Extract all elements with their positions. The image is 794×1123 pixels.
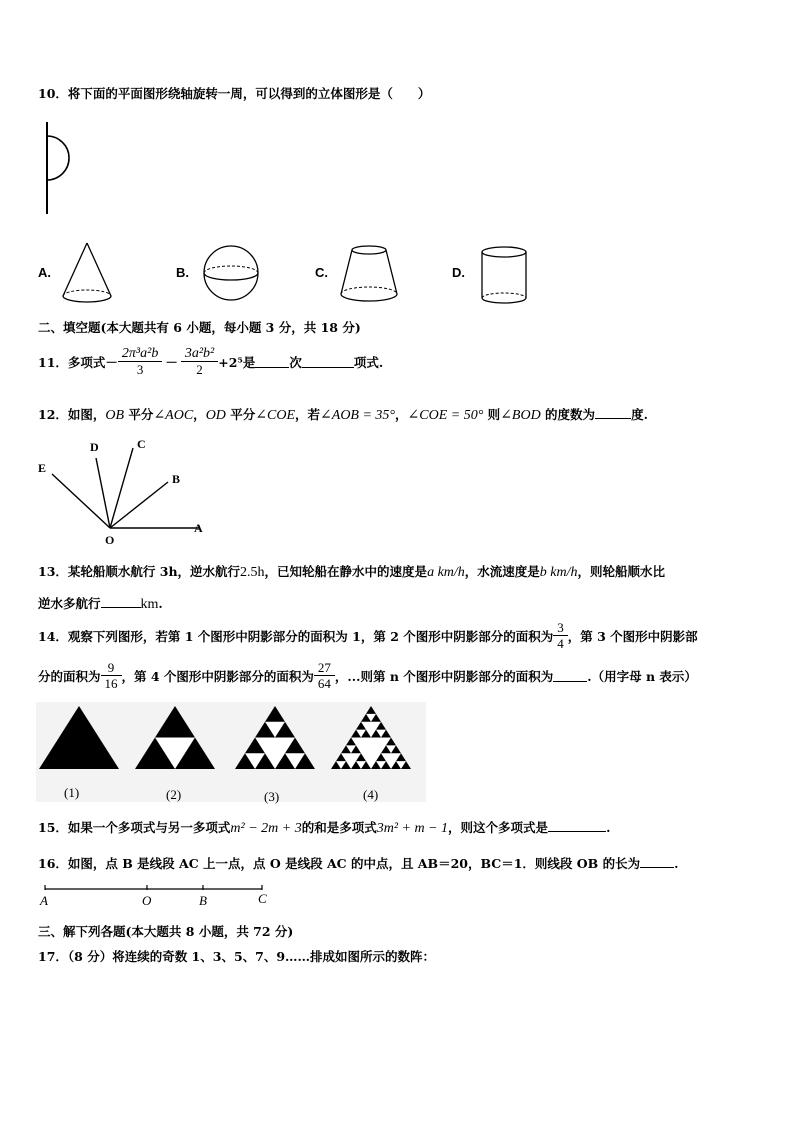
q13-m2: a km/h [427,565,465,580]
q11-blank-1[interactable] [255,355,289,368]
q12-label-e: E [38,461,47,475]
q16-label-c: C [258,891,267,906]
q14-f1-num: 3 [557,620,564,635]
q16-text [38,854,678,872]
q15-c: ，则这个多项式是 [448,820,549,835]
cone-icon [58,240,116,306]
q10-text: 10．将下面的平面图形绕轴旋转一周，可以得到的立体图形是（ ） [38,86,431,101]
q12-m3: OD [205,408,226,423]
q13-line-1 [38,562,665,581]
q15-blank[interactable] [548,819,606,832]
q13-m1: 2.5h [240,565,265,580]
q12-label-b: B [172,472,181,486]
q12-m7: ∠BOD [500,408,541,423]
q10-option-c[interactable]: C. [315,265,328,280]
sphere-icon [200,243,264,303]
q11-minus: － [165,354,178,370]
q14-f3-num: 27 [317,660,331,675]
q13-l2a: 逆水多航行 [38,596,101,611]
q13-l1c: ，水流速度是 [464,564,540,579]
q14-fraction-3-4 [555,620,566,651]
q12-m1: OB [105,408,125,423]
q12-label-a: A [194,521,203,535]
q14-l1b: ，第 3 个图形中阴影部 [567,628,698,644]
q14-caption-3: (3) [264,789,280,804]
q13-line-2 [38,594,163,613]
q13-l1d: ，则轮船顺水比 [577,564,666,579]
q12-text [38,405,648,424]
q11-fraction-2 [183,346,216,377]
q11-fraction-1 [120,346,160,377]
q11-tail-3: 项式. [353,354,384,370]
q12-p6: ， [395,407,408,422]
q14-line-2 [38,660,697,691]
q16-text-b: . [674,856,679,871]
q14-f3-den: 64 [317,676,331,691]
q15-b: 的和是多项式 [301,820,377,835]
q16-segment-diagram [40,883,270,897]
q11-blank-2[interactable] [302,355,354,368]
q10-option-a[interactable]: A. [38,265,51,280]
q16-label-b: B [199,893,207,908]
q12-label-c: C [137,437,146,451]
q15-m1: m² − 2m + 3 [230,821,302,836]
q12-p1: 12．如图， [38,407,106,422]
q10-option-d[interactable]: D. [452,265,465,280]
q16-label-o: O [142,893,152,908]
q12-m2: ∠AOC [153,408,194,423]
q12-p3: ， [193,407,206,422]
q12-p9: 度. [631,407,648,422]
q13-m4: km [140,597,159,612]
q14-l1a: 14．观察下列图形，若第 1 个图形中阴影部分的面积为 1，第 2 个图形中阴影部分的面积为 [38,628,554,644]
q14-l2d: .（用字母 n 表示） [587,668,697,684]
q10-option-b[interactable]: B. [176,265,189,280]
q12-p2: 平分 [124,407,154,422]
q14-caption-4: (4) [363,787,379,802]
q14-f2-den: 16 [104,676,118,691]
q12-label-d: D [90,440,99,454]
q14-f1-den: 4 [557,636,564,651]
q12-m5: ∠AOB = 35° [320,408,396,423]
q11-tail-2: 次 [289,354,302,370]
q14-line-1 [38,620,698,651]
q12-label-o: O [105,533,115,547]
q11-f1-den: 3 [136,362,144,377]
q11-f2-num: 3a²b² [184,346,215,361]
q17-text: 17．（8 分）将连续的奇数 1、3、5、7、9……排成如图所示的数阵： [38,949,436,964]
q12-angle-diagram [30,436,220,548]
section2-heading: 二、填空题(本大题共有 6 小题，每小题 3 分，共 18 分) [38,320,361,335]
q14-caption-1: (1) [64,785,80,800]
q16-blank[interactable] [640,855,674,868]
q15-d: . [606,820,611,835]
q13-l1b: ，已知轮船在静水中的速度是 [264,564,428,579]
q10-half-circle-figure [38,118,78,218]
q14-fraction-9-16 [103,660,120,691]
cylinder-icon [476,243,532,307]
q14-l2c: ，...则第 n 个图形中阴影部分的面积为 [334,668,554,684]
section3-heading: 三、解下列各题(本大题共 8 小题，共 72 分) [38,924,294,939]
frustum-icon [336,240,402,306]
q15-m2: 3m² + m − 1 [376,821,449,836]
q12-blank[interactable] [595,406,631,419]
q12-p7: 则 [483,407,501,422]
q12-m4: ∠COE [255,408,296,423]
q12-p4: 平分 [225,407,256,422]
q13-blank[interactable] [101,595,141,608]
q15-a: 15．如果一个多项式与另一多项式 [38,820,231,835]
q14-f2-num: 9 [107,660,115,675]
q16-text-a: 16．如图，点 B 是线段 AC 上一点，点 O 是线段 AC 的中点，且 AB＝20，BC＝1．则线段 OB 的长为 [38,856,641,871]
q12-p5: ，若 [295,407,321,422]
q13-l1a: 13．某轮船顺水航行 3h，逆水航行 [38,564,241,579]
q13-l2b: . [158,596,163,611]
q14-caption-2: (2) [166,787,182,802]
q11 [38,346,383,377]
q14-blank[interactable] [553,669,587,682]
q11-f2-den: 2 [196,362,203,377]
q11-prefix: 11．多项式－ [38,354,118,370]
q11-f1-num: 2π³a²b [121,346,159,361]
q14-l2a: 分的面积为 [38,668,101,684]
q13-m3: b km/h [539,565,578,580]
q14-fraction-27-64 [316,660,333,691]
q16-label-a: A [40,893,48,908]
q12-p8: 的度数为 [540,407,596,422]
q15-text [38,818,610,837]
q14-l2b: ，第 4 个图形中阴影部分的面积为 [121,668,314,684]
q11-tail-1: +2⁵是 [218,354,256,370]
q12-m6: ∠COE = 50° [407,408,484,423]
